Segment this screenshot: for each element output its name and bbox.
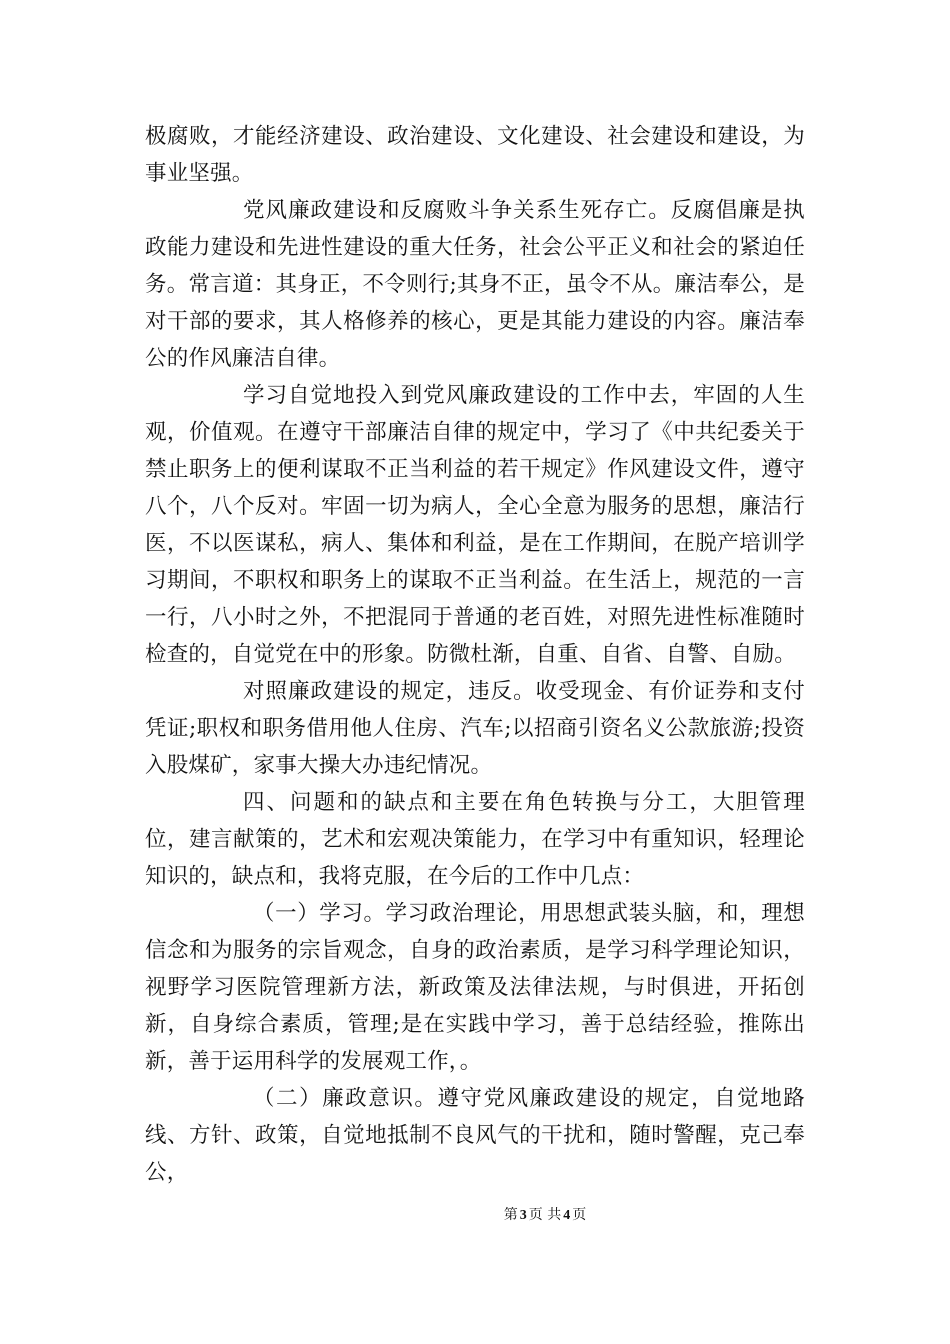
paragraph-2: 党风廉政建设和反腐败斗争关系生死存亡。反腐倡廉是执政能力建设和先进性建设的重大任务，社会公平正义和社会的紧迫任务。常言道：其身正，不令则行;其身不正，虽令不从。廉洁奉公，是对干部的要求，其人格修养的核心，更是其能力建设的内容。廉洁奉公的作风廉洁自律。 (145, 198, 805, 371)
paragraph-6: （一）学习。学习政治理论，用思想武装头脑，和，理想信念和为服务的宗旨观念，自身的政治素质，是学习科学理论知识，视野学习医院管理新方法，新政策及法律法规，与时俱进，开拓创新，自身综合素质，管理;是在实践中学习，善于总结经验，推陈出新，善于运用科学的发展观工作，。 (145, 901, 805, 1074)
paragraph-3: 学习自觉地投入到党风廉政建设的工作中去，牢固的人生观，价值观。在遵守干部廉洁自律的规定中，学习了《中共纪委关于禁止职务上的便利谋取不正当利益的若干规定》作风建设文件，遵守八个，八个反对。牢固一切为病人，全心全意为服务的思想，廉洁行医，不以医谋私，病人、集体和利益，是在工作期间，在脱产培训学习期间，不职权和职务上的谋取不正当利益。在生活上，规范的一言一行，八小时之外，不把混同于普通的老百姓，对照先进性标准随时检查的，自觉党在中的形象。防微杜渐，自重、自省、自警、自励。 (145, 383, 805, 667)
document-body (145, 118, 805, 1191)
total-page-number: 4 (563, 1208, 571, 1223)
footer-prefix: 第 (503, 1207, 518, 1223)
paragraph-4: 对照廉政建设的规定，违反。收受现金、有价证券和支付凭证;职权和职务借用他人住房、汽车;以招商引资名义公款旅游;投资入股煤矿，家事大操大办违纪情况。 (145, 679, 805, 778)
paragraph-1: 极腐败，才能经济建设、政治建设、文化建设、社会建设和建设，为事业坚强。 (145, 124, 805, 186)
paragraph-5: 四、问题和的缺点和主要在角色转换与分工，大胆管理位，建言献策的，艺术和宏观决策能力，在学习中有重知识，轻理论知识的，缺点和，我将克服，在今后的工作中几点： (145, 790, 805, 889)
footer-middle: 页 共 (528, 1207, 562, 1223)
current-page-number: 3 (519, 1208, 527, 1223)
paragraph-7: （二）廉政意识。遵守党风廉政建设的规定，自觉地路线、方针、政策，自觉地抵制不良风气的干扰和，随时警醒，克己奉公， (145, 1086, 805, 1185)
page-footer (0, 1204, 950, 1224)
footer-suffix: 页 (572, 1207, 587, 1223)
